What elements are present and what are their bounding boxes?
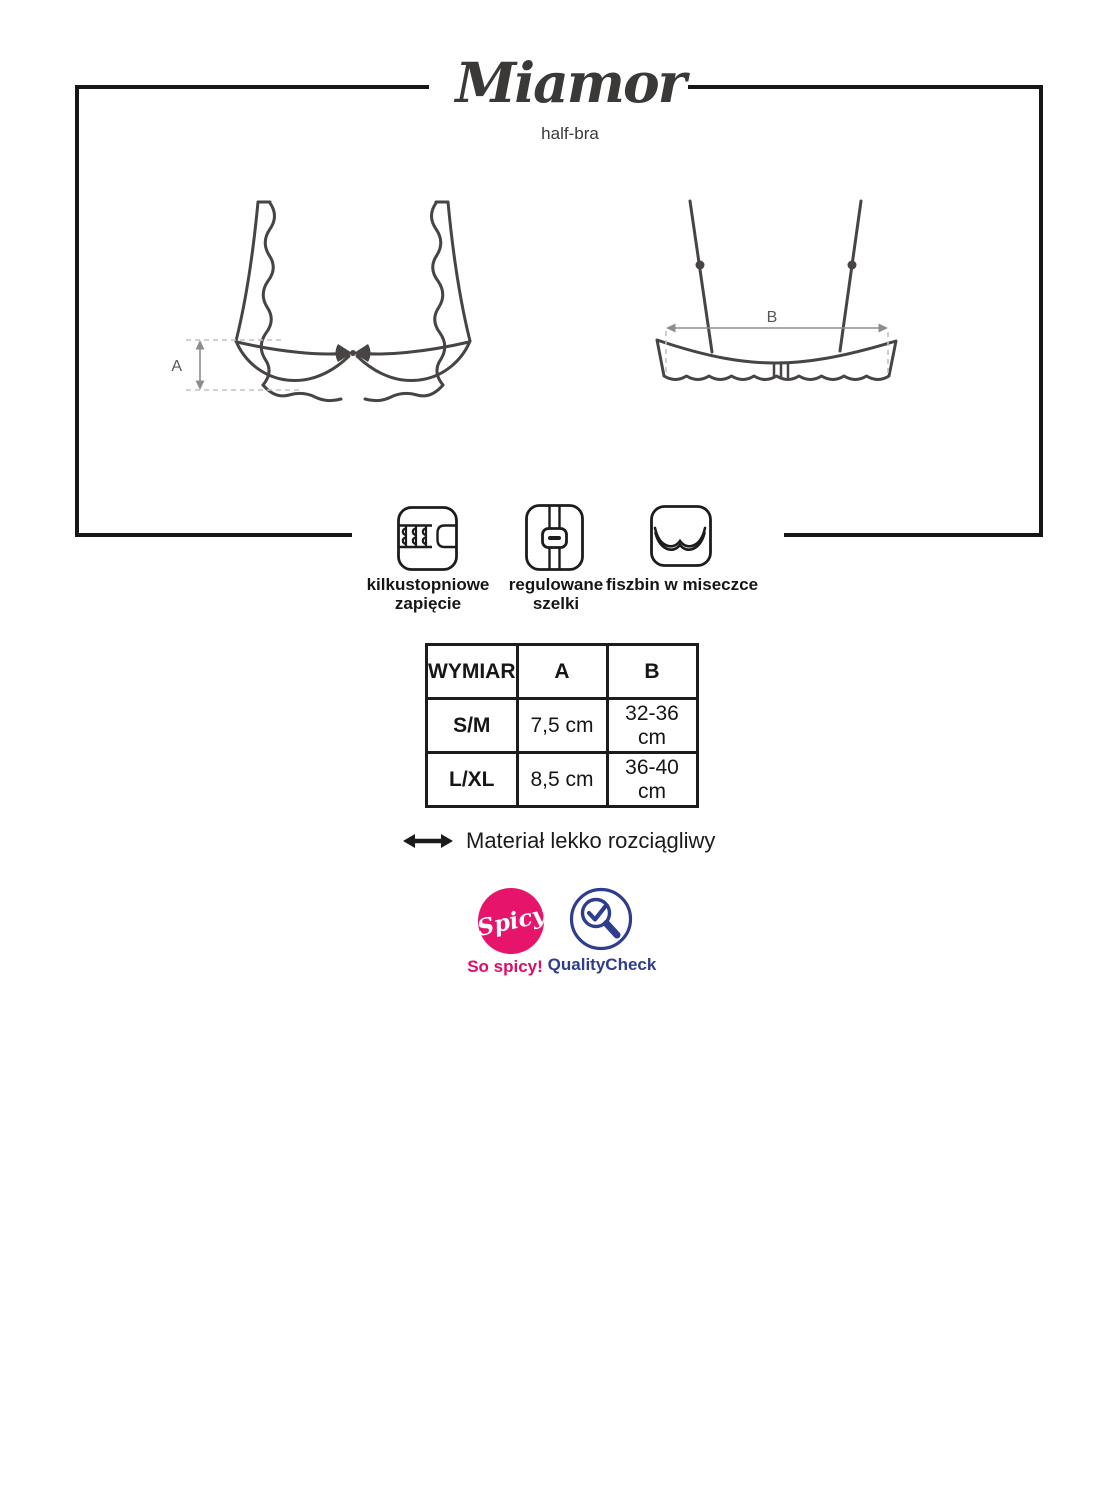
- table-header-a: A: [517, 645, 607, 699]
- spicy-badge: [474, 888, 548, 954]
- material-note: [403, 828, 715, 854]
- table-row: [427, 753, 698, 807]
- feature-label-underwire: fiszbin w miseczce: [605, 575, 759, 594]
- size-sm-b-value: 32-36 cm: [607, 699, 697, 753]
- adjustable-straps-icon: [525, 504, 584, 571]
- brand-logo: [420, 44, 720, 143]
- back-view-drawing: [657, 201, 896, 380]
- brand-name: Miamor: [455, 50, 685, 115]
- table-header-b: B: [607, 645, 697, 699]
- size-lxl-b-value: 36-40 cm: [607, 753, 697, 807]
- hook-eye-closure-icon: [397, 506, 458, 571]
- measure-b-label: B: [766, 309, 778, 326]
- table-header-row: [427, 645, 698, 699]
- table-row: [427, 699, 698, 753]
- measurement-a: [171, 340, 300, 390]
- frame-border: [77, 87, 1041, 535]
- front-view-drawing: [236, 202, 470, 401]
- feature-label-straps: regulowane szelki: [508, 575, 604, 613]
- table-header-wymiar: WYMIAR: [427, 645, 518, 699]
- material-note-text: Materiał lekko rozciągliwy: [466, 828, 716, 853]
- measure-a-label: A: [171, 358, 182, 375]
- brand-subtitle: half-bra: [541, 124, 599, 143]
- size-lxl-a-value: 8,5 cm: [517, 753, 607, 807]
- bow-icon: [336, 344, 371, 362]
- underwire-cup-icon: [650, 505, 712, 567]
- size-sm-label: S/M: [427, 699, 518, 753]
- size-table: [425, 643, 699, 808]
- stretch-arrow-icon: [403, 833, 453, 849]
- size-lxl-label: L/XL: [427, 753, 518, 807]
- quality-check-caption: QualityCheck: [547, 955, 657, 974]
- spicy-badge-text: Spicy: [474, 900, 548, 942]
- size-sm-a-value: 7,5 cm: [517, 699, 607, 753]
- quality-check-icon: [568, 886, 634, 952]
- feature-label-closure: kilkustopniowe zapięcie: [366, 575, 490, 613]
- spicy-caption: So spicy!: [467, 957, 543, 976]
